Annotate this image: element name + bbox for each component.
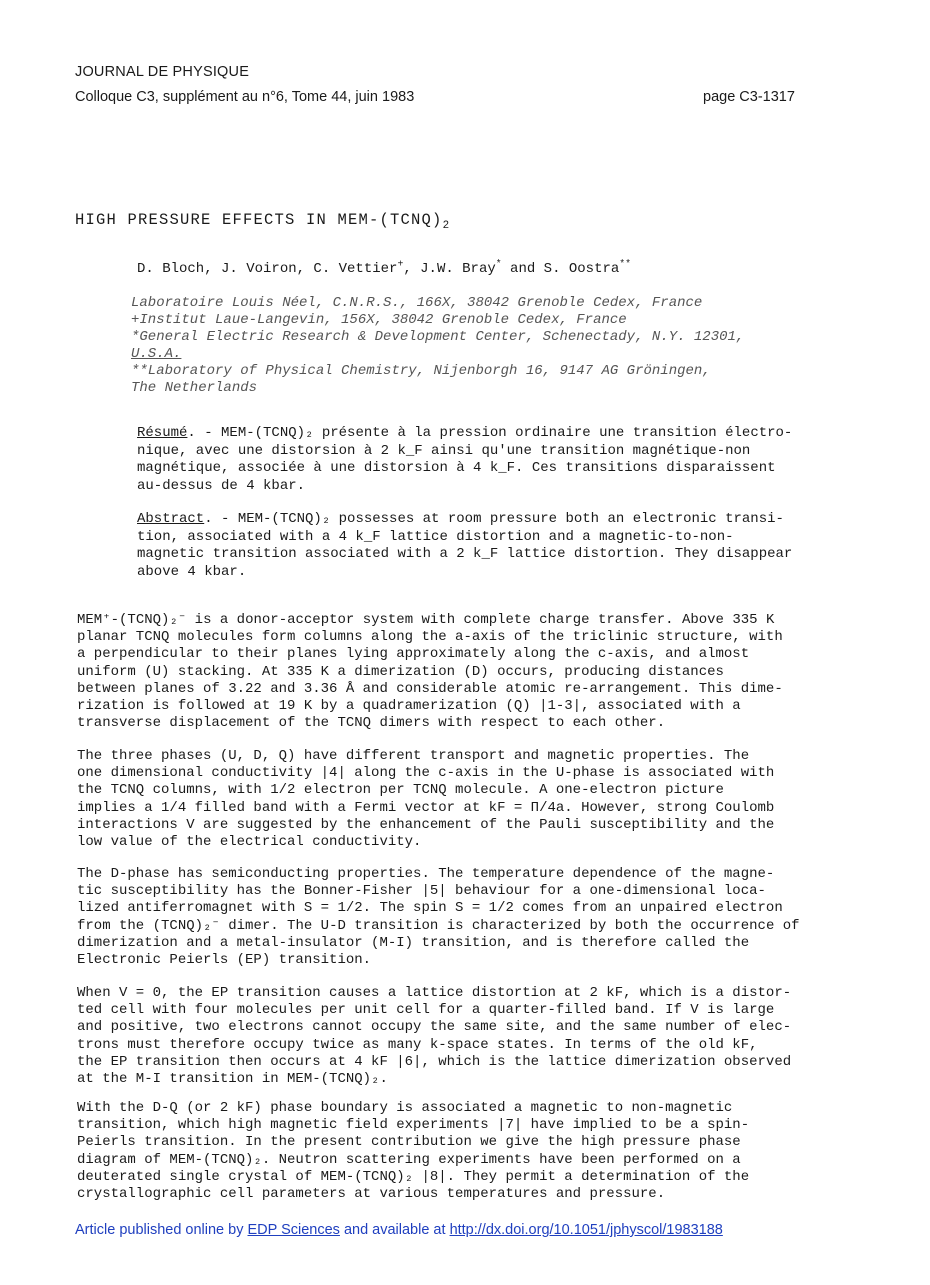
abstract-label: Abstract xyxy=(137,511,205,527)
body-paragraph-3: The D-phase has semiconducting properties. The temperature dependence of the magne- tic susceptibility has the Bonner-Fisher |5| behaviour for a one-dimensional loca- lized antiferromagnet with S = 1/2. The spin S = 1/2 comes from an unpaired electron from the (TCNQ)₂⁻ dimer. The U-D transition is characterized by both the occurrence of dimerization and a metal-insulator (M-I) transition, and is therefore called the Electronic Peierls (EP) transition. xyxy=(77,866,800,969)
author-mark-1: + xyxy=(397,258,404,270)
affiliation-line: The Netherlands xyxy=(131,380,258,396)
resume-block xyxy=(137,425,792,495)
body-paragraph-5: With the D-Q (or 2 kF) phase boundary is associated a magnetic to non-magnetic transition, which high magnetic field experiments |7| have implied to be a spin- Peierls transition. In the present contribution we give the high pressure phase diagram of MEM-(TCNQ)₂. Neutron scattering experiments have been performed on a deuterated single crystal of MEM-(TCNQ)₂ |8|. They permit a determination of the crystallographic cell parameters at various temperatures and pressure. xyxy=(77,1100,750,1203)
affiliations xyxy=(131,295,744,397)
publication-footer xyxy=(75,1222,723,1238)
resume-body: nique, avec une distorsion à 2 k_F ainsi qu'une transition magnétique-non magnétique, associée à une distorsion à 4 k_F. Ces transitions disparaissent au-dessus de 4 kbar. xyxy=(137,442,776,494)
abstract-block xyxy=(137,511,792,581)
author-group-1: D. Bloch, J. Voiron, C. Vettier xyxy=(137,261,398,277)
author-mark-3: ** xyxy=(619,258,632,270)
journal-name: JOURNAL DE PHYSIQUE xyxy=(75,64,250,80)
body-paragraph-2: The three phases (U, D, Q) have different transport and magnetic properties. The one dimensional conductivity |4| along the c-axis in the U-phase is associated with the TCNQ columns, with 1/2 electron per TCNQ molecule. A one-electron picture implies a 1/4 filled band with a Fermi vector at kF = Π/4a. However, strong Coulomb interactions V are suggested by the enhancement of the Pauli susceptibility and the low value of the electrical conductivity. xyxy=(77,748,775,851)
page-number: page C3-1317 xyxy=(703,89,795,105)
title-text: HIGH PRESSURE EFFECTS IN MEM-(TCNQ) xyxy=(75,211,443,229)
colloque-info: Colloque C3, supplément au n°6, Tome 44, juin 1983 xyxy=(75,89,415,105)
abstract-body: tion, associated with a 4 k_F lattice distortion and a magnetic-to-non- magnetic transition associated with a 2 k_F lattice distortion. They disappear above 4 kbar. xyxy=(137,528,793,580)
body-paragraph-1: MEM⁺-(TCNQ)₂⁻ is a donor-acceptor system with complete charge transfer. Above 335 K planar TCNQ molecules form columns along the a-axis of the triclinic structure, with a perpendicular to their planes lying approximately along the c-axis, and almost uniform (U) stacking. At 335 K a dimerization (D) occurs, producing distances between planes of 3.22 and 3.36 Å and considerable atomic re-arrangement. This dime- rization is followed at 19 K by a quadramerization (Q) |1-3|, associated with a transverse displacement of the TCNQ dimers with respect to each other. xyxy=(77,612,783,732)
doi-link[interactable]: http://dx.doi.org/10.1051/jphyscol/1983188 xyxy=(449,1222,723,1238)
resume-first-line: . - MEM-(TCNQ)₂ présente à la pression ordinaire une transition électro- xyxy=(187,425,793,441)
paper-title xyxy=(75,211,451,233)
affiliation-line: +Institut Laue-Langevin, 156X, 38042 Grenoble Cedex, France xyxy=(131,312,627,328)
body-paragraph-4: When V = 0, the EP transition causes a lattice distortion at 2 kF, which is a distor- ted cell with four molecules per unit cell for a quarter-filled band. If V is large and positive, two electrons cannot occupy the same site, and the same number of elec- trons must therefore occupy twice as many k-space states. In terms of the old kF, the EP transition then occurs at 4 kF |6|, which is the lattice dimerization observed at the M-I transition in MEM-(TCNQ)₂. xyxy=(77,985,792,1088)
affiliation-line: *General Electric Research & Development Center, Schenectady, N.Y. 12301, xyxy=(131,329,745,345)
title-subscript: 2 xyxy=(442,220,451,233)
author-group-3: and S. Oostra xyxy=(501,261,620,277)
affiliation-line: Laboratoire Louis Néel, C.N.R.S., 166X, 38042 Grenoble Cedex, France xyxy=(131,295,703,311)
author-group-2: , J.W. Bray xyxy=(403,261,496,277)
affiliation-line: U.S.A. xyxy=(131,346,182,362)
author-mark-2: * xyxy=(495,258,502,270)
footer-prefix: Article published online by xyxy=(75,1222,248,1238)
publisher-link[interactable]: EDP Sciences xyxy=(247,1222,340,1238)
affiliation-line: **Laboratory of Physical Chemistry, Nijenborgh 16, 9147 AG Gröningen, xyxy=(131,363,711,379)
footer-middle: and available at xyxy=(339,1222,450,1238)
resume-label: Résumé xyxy=(137,425,188,441)
abstract-first-line: . - MEM-(TCNQ)₂ possesses at room pressure both an electronic transi- xyxy=(204,511,784,527)
author-list xyxy=(137,258,632,277)
